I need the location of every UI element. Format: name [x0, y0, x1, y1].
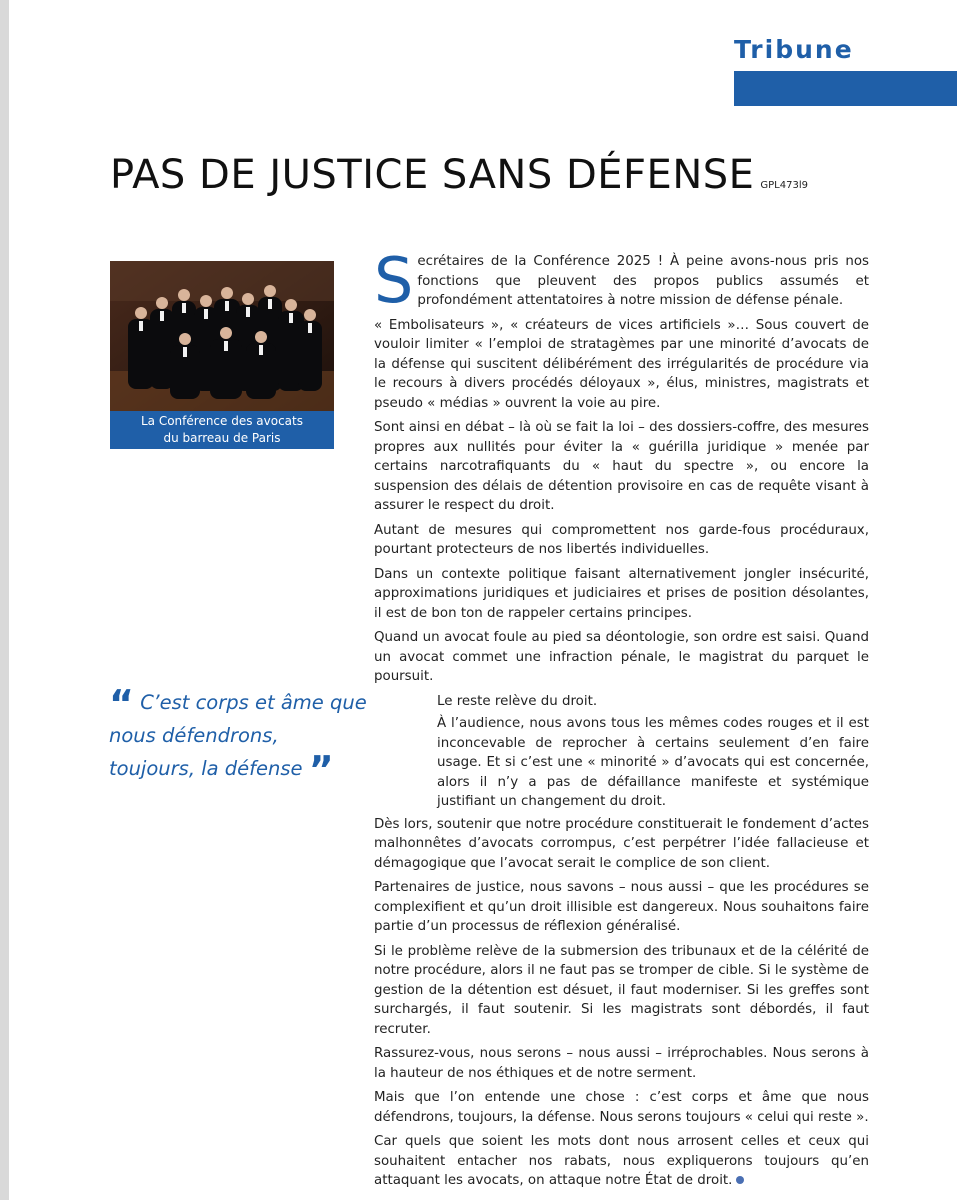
article-paragraph: Car quels que soient les mots dont nous arrosent celles et ceux qui souhaitent entacher nos rabats, nous expliquerons toujours qu’en attaquant les avocats, on attaque notre État de droit.	[374, 1134, 869, 1188]
article-title: PAS DE JUSTICE SANS DÉFENSE	[110, 152, 755, 198]
section-bar	[734, 71, 957, 106]
pull-quote-text: C’est corps et âme que nous défendrons, toujours, la défense	[109, 691, 367, 780]
open-quote-icon: “	[109, 682, 134, 726]
article-headline	[110, 152, 808, 198]
close-quote-icon: ”	[308, 748, 334, 792]
article-paragraph: Le reste relève du droit.	[437, 693, 598, 709]
drop-cap: S	[374, 244, 414, 317]
article-paragraph: Quand un avocat foule au pied sa déontologie, son ordre est saisi. Quand un avocat commet une infraction pénale, le magistrat du parquet le poursuit.	[374, 630, 869, 684]
article-paragraph: À l’audience, nous avons tous les mêmes codes rouges et il est inconcevable de reprocher à certains seulement d’en faire usage. Et si c’est une « minorité » d’avocats qui est concernée, alors il n’y a pas de défaillance manifeste et systémique justifiant un changement du droit.	[437, 716, 869, 809]
article-paragraph: Autant de mesures qui compromettent nos garde-fous procéduraux, pourtant protecteurs de nos libertés individuelles.	[374, 522, 869, 557]
photo-caption-line: du barreau de Paris	[163, 431, 281, 445]
photo-caption-line: La Conférence des avocats	[140, 414, 303, 428]
group-photo-illustration	[110, 261, 334, 411]
article-paragraph: Partenaires de justice, nous savons – nous aussi – que les procédures se complexifient et qu’un droit illisible est dangereux. Nous souhaitons faire partie d’un processus de réflexion généralisé.	[374, 880, 869, 934]
article-paragraph: Dès lors, soutenir que notre procédure constituerait le fondement d’actes malhonnêtes d’avocats corrompus, c’est perpétrer l’idée fallacieuse et démagogique que l’avocat serait le complice de son client.	[374, 816, 869, 871]
magazine-page	[9, 0, 957, 1200]
pull-quote	[109, 682, 369, 792]
section-label: Tribune	[734, 35, 854, 64]
article-paragraph: Secrétaires de la Conférence 2025 ! À peine avons-nous pris nos fonctions que pleuvent des propos publics assumés et profondément attentatoires à notre mission de défense pénale.	[374, 244, 869, 317]
group-photo	[110, 261, 334, 411]
end-mark-icon	[736, 1176, 744, 1184]
article-paragraph: Rassurez-vous, nous serons – nous aussi – irréprochables. Nous serons à la hauteur de nos éthiques et de notre serment.	[374, 1046, 869, 1081]
photo-caption	[110, 411, 334, 449]
article-reference: GPL473l9	[760, 180, 808, 191]
article-paragraph: Mais que l’on entende une chose : c’est corps et âme que nous défendrons, toujours, la défense. Nous serons toujours « celui qui reste ».	[374, 1090, 869, 1125]
article-paragraph: Dans un contexte politique faisant alternativement jongler insécurité, approximations juridiques et judiciaires et prises de position désolantes, il est de bon ton de rappeler certains principes.	[374, 566, 869, 621]
article-paragraph: Si le problème relève de la submersion des tribunaux et de la célérité de notre procédure, alors il ne faut pas se tromper de cible. Si le système de gestion de la détention est désuet, il faut moderniser. Si les greffes sont surchargés, il faut soutenir. Si les magistrats sont débordés, il faut recruter.	[374, 943, 869, 1037]
article-paragraph: Sont ainsi en débat – là où se fait la loi – des dossiers-coffre, des mesures propres aux nullités pour éviter la « guérilla juridique » menée par certains narcotrafiquants du « haut du spectre », ou encore la suspension des délais de détention provisoire en cas de requête visant à assurer le respect du droit.	[374, 420, 869, 513]
article-paragraph: « Embolisateurs », « créateurs de vices artificiels »… Sous couvert de vouloir limiter « l’emploi de stratagèmes par une minorité d’avocats de la défense qui suscitent délibérément des irrégularités de procédure via le recours à divers procédés déloyaux », élus, ministres, magistrats et pseudo « médias » ouvrent la voie au pire.	[374, 317, 869, 411]
article-body	[374, 244, 869, 1196]
